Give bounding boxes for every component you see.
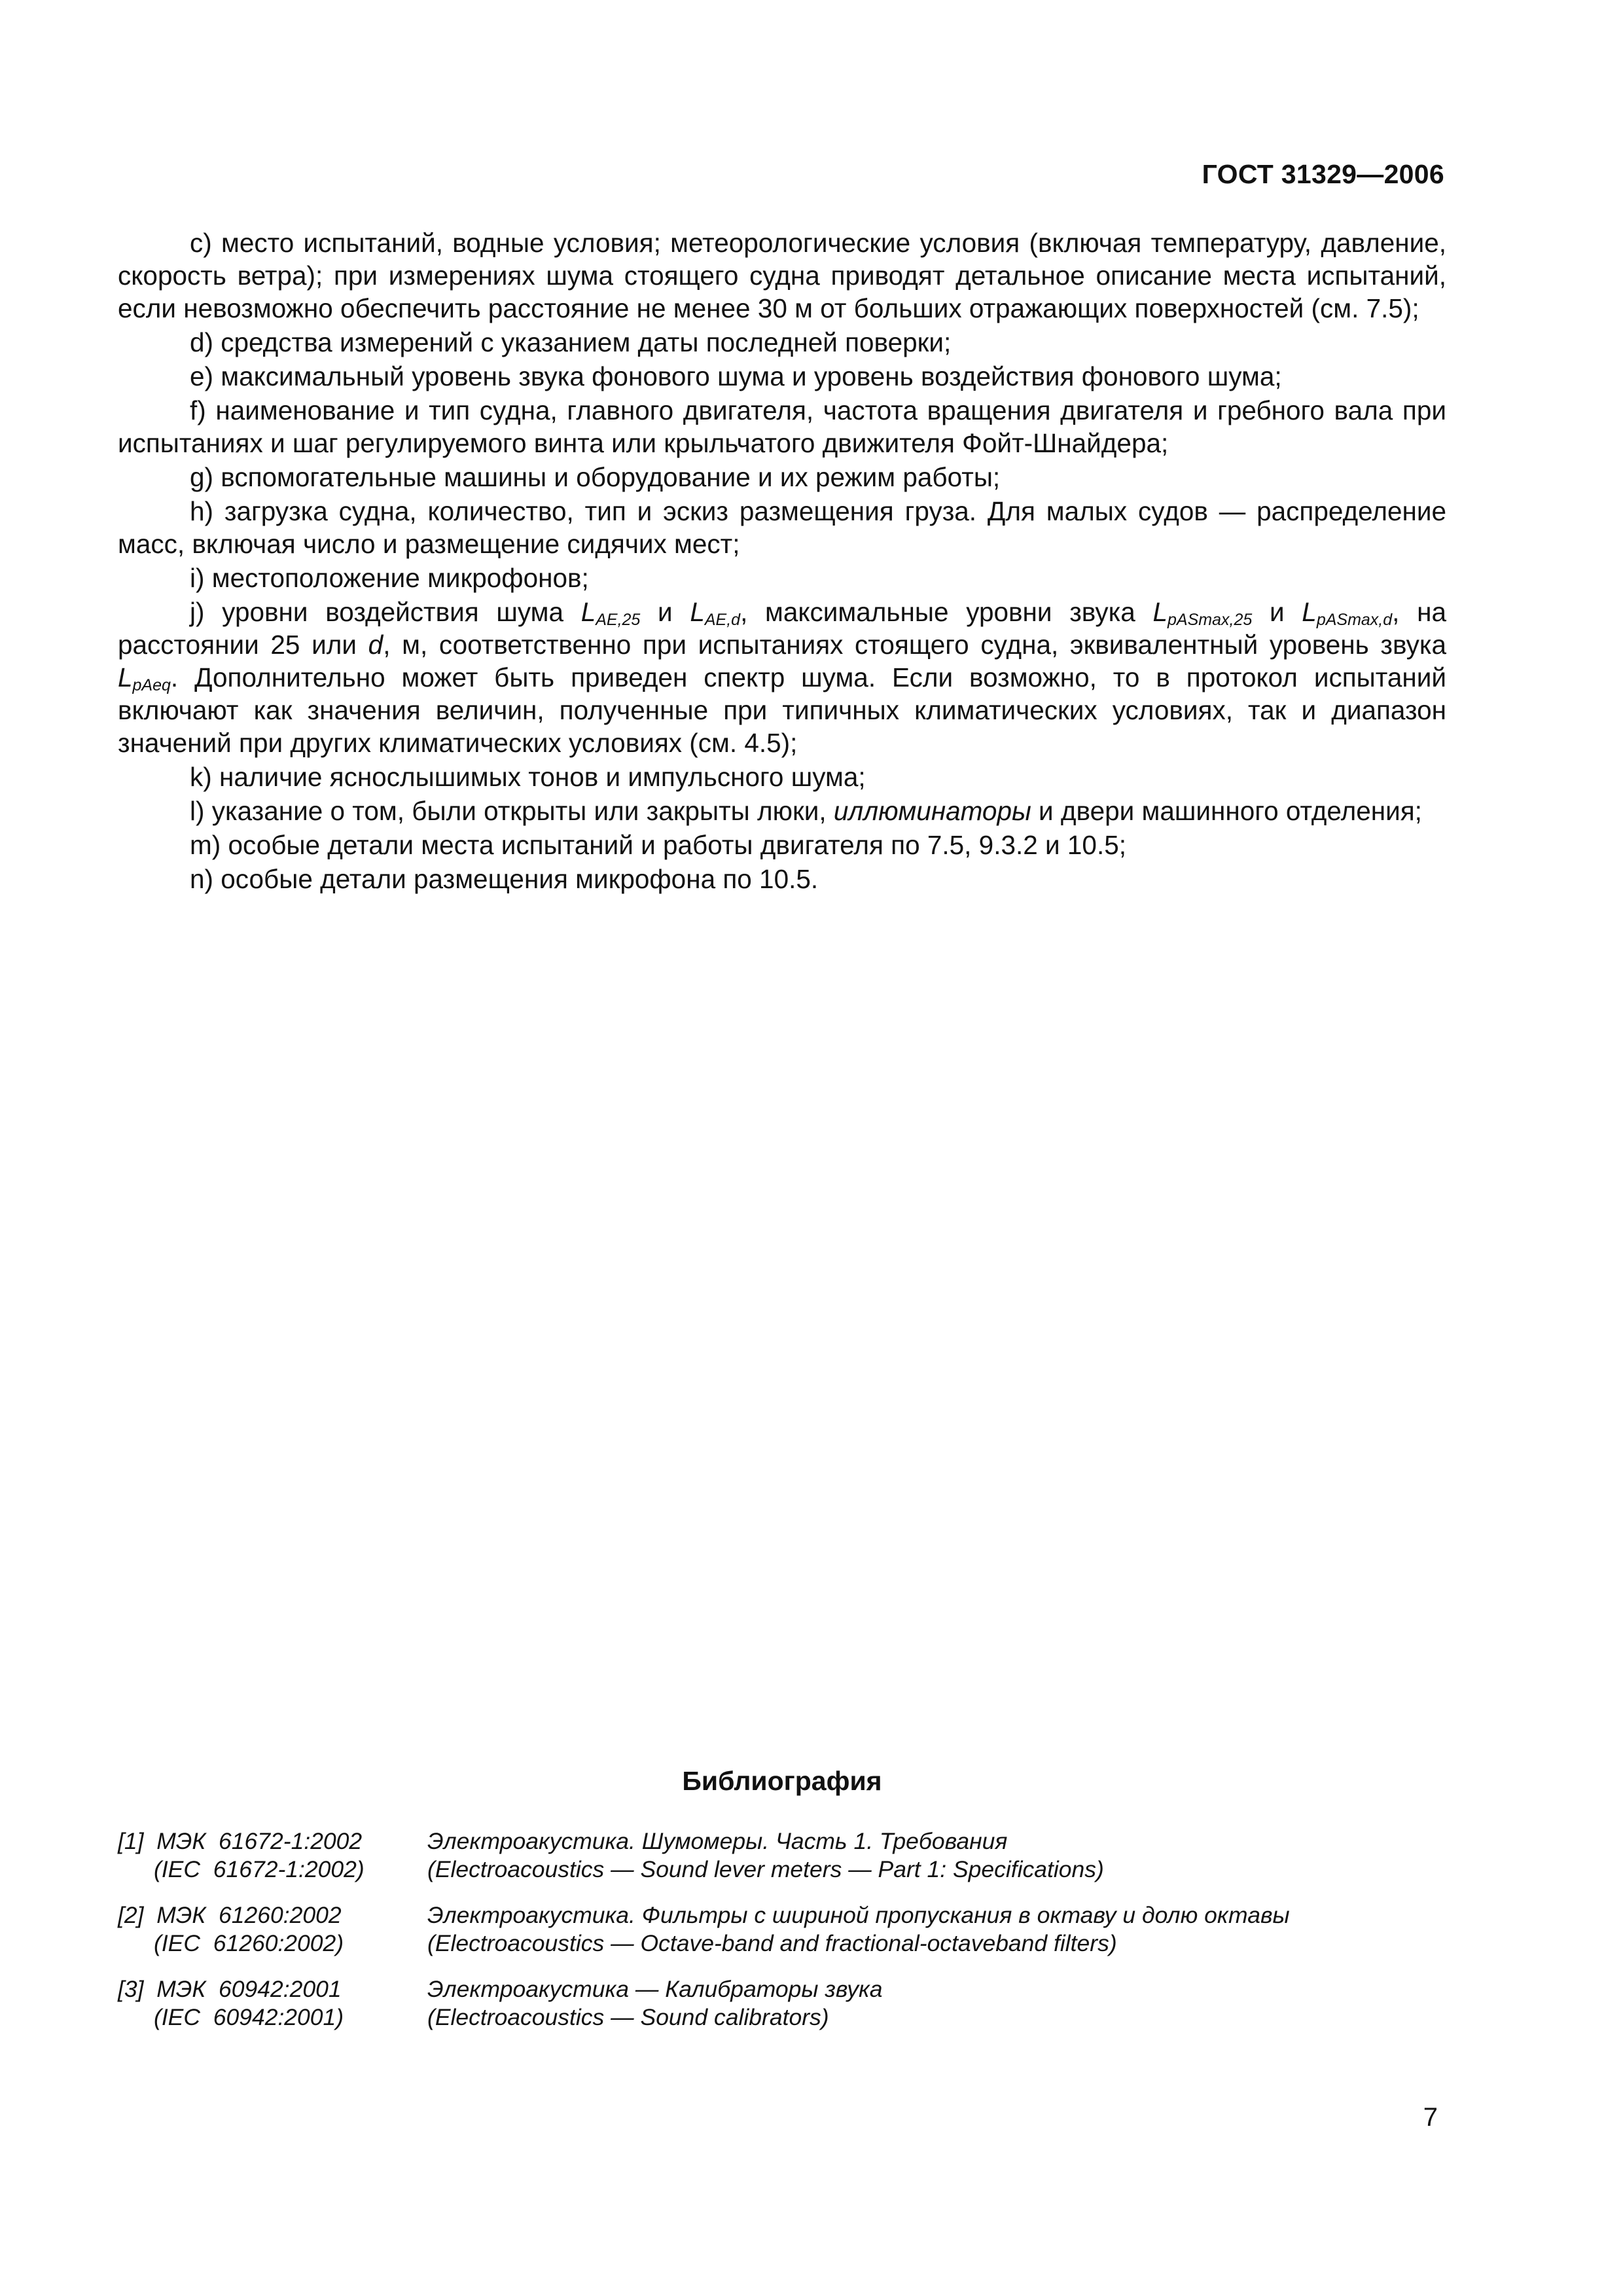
page-number: 7 [1423,2103,1438,2132]
bibliography-codes [118,1827,427,1884]
list-item-n: n) особые детали размещения микрофона по 10.5. [190,864,819,894]
subscript-text: AE,d [704,611,741,629]
list-item-h: h) загрузка судна, количество, тип и эскиз размещения груза. Для малых судов — распределение масс, включая число и размещение сидячих мест; [118,496,1446,559]
list-item-c: c) место испытаний, водные условия; метеорологические условия (включая температуру, давление, скорость ветра); при измерениях шума стоящего судна приводят детальное описание места испытаний, если невозможно обеспечить расстояние не менее 30 м от больших отражающих поверхностей (см. 7.5); [118,228,1446,323]
standard-title-en: (Electroacoustics — Sound calibrators) [427,2004,829,2030]
symbol-L: L [118,662,133,692]
standard-title-ru: Электроакустика. Шумомеры. Часть 1. Требования [427,1828,1008,1854]
symbol-L: L [690,597,705,627]
text-segment: и двери машинного отделения; [1031,796,1422,826]
bibliography-titles [427,1901,1479,1958]
subscript [133,676,171,694]
subscript [1168,611,1252,629]
bibliography-codes [118,1975,427,2032]
list-item-d: d) средства измерений с указанием даты последней поверки; [190,327,952,357]
symbol-L: L [1152,597,1168,627]
text-segment: , максимальные уровни звука [740,597,1153,627]
standard-code-ru: [1] МЭК 61672-1:2002 [118,1828,363,1854]
symbol-L: L [1302,597,1317,627]
bibliography-entry [118,1901,1479,1958]
text-segment: , на расстоянии 25 или [118,597,1446,660]
subscript [705,611,740,629]
document-number: ГОСТ 31329—2006 [1202,159,1444,189]
report-items-list [118,226,1446,895]
bibliography-title: Библиография [682,1766,882,1796]
standard-code-en: (IEC 61672-1:2002) [154,1856,365,1882]
standard-title-en: (Electroacoustics — Sound lever meters — Part 1: Specifications) [427,1856,1104,1882]
subscript-text: pAeq [132,676,171,694]
list-item-i: i) местоположение микрофонов; [190,563,589,593]
text-segment: j) уровни воздействия шума [190,597,581,627]
bibliography-titles [427,1975,1479,2032]
bibliography-list [118,1827,1479,2049]
list-item-k: k) наличие яснослышимых тонов и импульсного шума; [190,762,866,792]
list-item-m: m) особые детали места испытаний и работы двигателя по 7.5, 9.3.2 и 10.5; [190,830,1126,860]
symbol-d: d [368,630,383,660]
text-segment: и [640,597,690,627]
standard-title-en: (Electroacoustics — Octave-band and fractional-octaveband filters) [427,1930,1117,1956]
bibliography-codes [118,1901,427,1958]
standard-title-ru: Электроакустика. Фильтры с шириной пропускания в октаву и долю октавы [427,1902,1290,1928]
text-segment: , м, соответственно при испытаниях стоящего судна, эквивалентный уровень звука [383,630,1446,660]
bibliography-entry [118,1827,1479,1884]
standard-code-en: (IEC 61260:2002) [154,1930,344,1956]
standard-title-ru: Электроакустика — Калибраторы звука [427,1976,883,2002]
bibliography-entry [118,1975,1479,2032]
standard-code-en: (IEC 60942:2001) [154,2004,344,2030]
text-segment: l) указание о том, были открыты или закрыты люки, [190,796,834,826]
list-item-l [118,795,1446,827]
subscript-text: pASmax,d [1316,611,1393,629]
subscript-text: pASmax,25 [1168,611,1253,629]
list-item-g: g) вспомогательные машины и оборудование и их режим работы; [190,462,1001,492]
emphasis: иллюминаторы [833,796,1031,826]
list-item-e: e) максимальный уровень звука фонового шума и уровень воздействия фонового шума; [190,361,1282,391]
standard-code-ru: [2] МЭК 61260:2002 [118,1902,342,1928]
symbol-L: L [580,597,596,627]
text-segment: и [1252,597,1302,627]
subscript-text: AE,25 [596,611,641,629]
bibliography-titles [427,1827,1479,1884]
list-item-j [118,596,1446,759]
text-segment: . Дополнительно может быть приведен спектр шума. Если возможно, то в протокол испытаний включают как значения величин, полученные при типичных климатических условиях, так и диапазон значений при других климатических условиях (см. 4.5); [118,662,1446,758]
subscript [1317,611,1392,629]
standard-code-ru: [3] МЭК 60942:2001 [118,1976,342,2002]
list-item-f: f) наименование и тип судна, главного двигателя, частота вращения двигателя и гребного вала при испытаниях и шаг регулируемого винта или крыльчатого движителя Фойт-Шнайдера; [118,395,1446,458]
subscript [596,611,640,629]
